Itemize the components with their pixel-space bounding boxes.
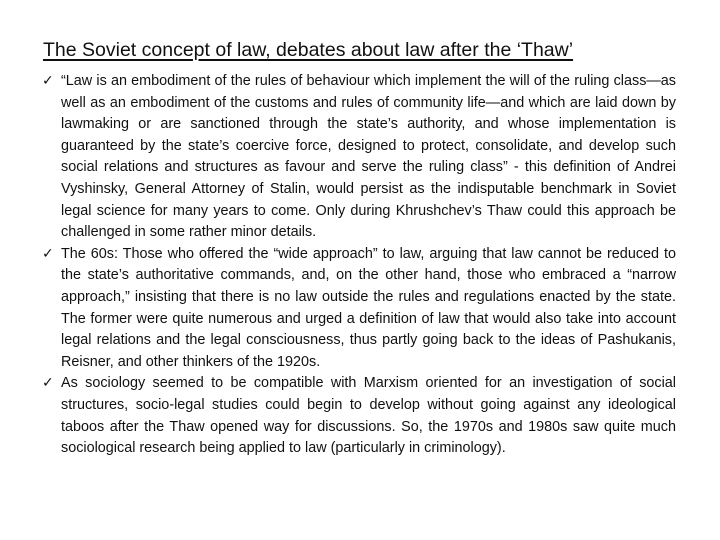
- bullet-item-socio-legal-studies: [42, 373, 676, 459]
- bullet-item-sixties-debate: [42, 244, 676, 374]
- checkmark-icon: ✓: [42, 73, 54, 89]
- bullet-list: [42, 71, 676, 460]
- bullet-text: The 60s: Those who offered the “wide approach” to law, arguing that law cannot be reduced to the state’s authoritative commands, and, on the other hand, those who embraced a “narrow approach,” insisting that there is no law outside the rules and regulations enacted by the state. The former were quite numerous and urged a definition of law that would also take into account legal relations and the legal consciousness, thus partly going back to the ideas of Pashukanis, Reisner, and other thinkers of the 1920s.: [61, 245, 676, 370]
- bullet-item-vyshinsky-definition: [42, 71, 676, 244]
- checkmark-icon: ✓: [42, 245, 54, 262]
- bullet-text: “Law is an embodiment of the rules of behaviour which implement the will of the ruling class—as well as an embodiment of the customs and rules of community life—and which are laid down by lawmaking or are sanctioned through the state’s authority, and whose implementation is guaranteed by the state’s coercive force, designed to protect, consolidate, and develop such social relations and structures as favour and serve the ruling class” - this definition of Andrei Vyshinsky, General Attorney of Stalin, would persist as the indisputable benchmark in Soviet legal science for many years to come. Only during Khrushchev’s Thaw could this approach be challenged in some rather minor details.: [61, 73, 676, 241]
- slide-title: The Soviet concept of law, debates about law after the ‘Thaw’: [43, 39, 574, 61]
- checkmark-icon: ✓: [42, 375, 54, 392]
- bullet-text: As sociology seemed to be compatible with Marxism oriented for an investigation of social structures, socio-legal studies could begin to develop without going against any ideological taboos after the Thaw opened way for discussions. So, the 1970s and 1980s saw quite much sociological research being applied to law (particularly in criminology).: [61, 375, 676, 457]
